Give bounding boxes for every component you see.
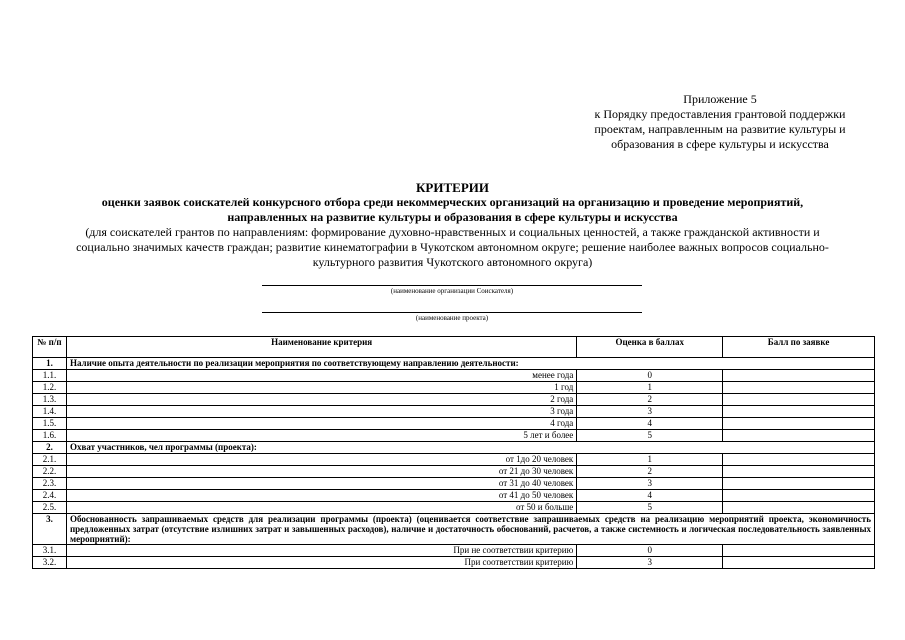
table-row xyxy=(33,382,875,394)
row-label: от 1до 20 человек xyxy=(66,454,576,466)
row-num: 1.1. xyxy=(33,370,67,382)
row-app-score[interactable] xyxy=(723,394,875,406)
row-app-score[interactable] xyxy=(723,406,875,418)
row-app-score[interactable] xyxy=(723,557,875,569)
row-num: 1.5. xyxy=(33,418,67,430)
row-score: 5 xyxy=(577,502,723,514)
row-app-score[interactable] xyxy=(723,430,875,442)
row-score: 3 xyxy=(577,478,723,490)
row-label: менее года xyxy=(66,370,576,382)
row-num: 1.6. xyxy=(33,430,67,442)
row-label: 5 лет и более xyxy=(66,430,576,442)
section-row xyxy=(33,358,875,370)
table-header-row xyxy=(33,337,875,358)
table-row xyxy=(33,466,875,478)
project-name-field xyxy=(262,312,642,323)
table-row xyxy=(33,478,875,490)
row-num: 1.4. xyxy=(33,406,67,418)
section-title: Обоснованность запрашиваемых средств для реализации программы (проекта) (оценивается соответствие запрашиваемых средств на реализацию мероприятий проекта, экономичность предложенных затрат (отсутствие излишних затрат и завышенных расходов), наличие и достаточность обоснований, расчетов, а также системность и логическая последовательность заявленных мероприятий): xyxy=(66,514,874,545)
row-app-score[interactable] xyxy=(723,418,875,430)
appendix-line-4: образования в сфере культуры и искусства xyxy=(611,137,829,151)
organization-name-field xyxy=(262,285,642,296)
row-label: При не соответствии критерию xyxy=(66,545,576,557)
document-title: КРИТЕРИИ xyxy=(416,180,489,195)
row-score: 5 xyxy=(577,430,723,442)
row-score: 4 xyxy=(577,490,723,502)
row-score: 1 xyxy=(577,382,723,394)
row-label: от 31 до 40 человек xyxy=(66,478,576,490)
row-label: от 41 до 50 человек xyxy=(66,490,576,502)
table-row xyxy=(33,502,875,514)
table-row xyxy=(33,394,875,406)
row-score: 1 xyxy=(577,454,723,466)
row-score: 0 xyxy=(577,370,723,382)
appendix-line-2: к Порядку предоставления грантовой поддержки xyxy=(594,107,846,121)
row-app-score[interactable] xyxy=(723,502,875,514)
appendix-line-3: проектам, направленным на развитие культуры и xyxy=(594,122,846,136)
row-app-score[interactable] xyxy=(723,478,875,490)
appendix-line-1: Приложение 5 xyxy=(683,92,757,106)
project-name-caption: (наименование проекта) xyxy=(415,314,489,322)
table-row xyxy=(33,430,875,442)
row-num: 2.1. xyxy=(33,454,67,466)
document-description-3: культурного развития Чукотского автономного округа) xyxy=(312,255,593,269)
row-score: 2 xyxy=(577,466,723,478)
row-num: 2.4. xyxy=(33,490,67,502)
row-label: При соответствии критерию xyxy=(66,557,576,569)
row-num: 2.5. xyxy=(33,502,67,514)
table-row xyxy=(33,454,875,466)
row-num: 2.3. xyxy=(33,478,67,490)
row-num: 3.2. xyxy=(33,557,67,569)
section-title: Наличие опыта деятельности по реализации мероприятия по соответствующему направлению деятельности: xyxy=(66,358,874,370)
row-app-score[interactable] xyxy=(723,466,875,478)
appendix-block xyxy=(560,92,880,152)
row-label: 4 года xyxy=(66,418,576,430)
row-score: 2 xyxy=(577,394,723,406)
section-num: 3. xyxy=(33,514,67,545)
table-row xyxy=(33,418,875,430)
row-num: 1.2. xyxy=(33,382,67,394)
row-score: 3 xyxy=(577,557,723,569)
header-app-score: Балл по заявке xyxy=(723,337,875,358)
row-label: 2 года xyxy=(66,394,576,406)
row-app-score[interactable] xyxy=(723,545,875,557)
row-num: 1.3. xyxy=(33,394,67,406)
section-title: Охват участников, чел программы (проекта): xyxy=(66,442,874,454)
document-subtitle-2: направленных на развитие культуры и образования в сфере культуры и искусства xyxy=(227,210,678,224)
organization-name-caption: (наименование организации Соискателя) xyxy=(390,287,514,295)
table-row xyxy=(33,545,875,557)
row-label: от 50 и больше xyxy=(66,502,576,514)
criteria-table xyxy=(32,336,875,569)
section-row xyxy=(33,442,875,454)
document-subtitle-1: оценки заявок соискателей конкурсного отбора среди некоммерческих организаций на организацию и проведение мероприятий, xyxy=(101,195,804,209)
row-app-score[interactable] xyxy=(723,382,875,394)
row-num: 2.2. xyxy=(33,466,67,478)
section-num: 1. xyxy=(33,358,67,370)
row-app-score[interactable] xyxy=(723,454,875,466)
header-num: № п/п xyxy=(33,337,67,358)
row-score: 0 xyxy=(577,545,723,557)
row-score: 3 xyxy=(577,406,723,418)
table-row xyxy=(33,406,875,418)
row-app-score[interactable] xyxy=(723,490,875,502)
section-row xyxy=(33,514,875,545)
document-description-1: (для соискателей грантов по направлениям: формирование духовно-нравственных и социальных ценностей, а также гражданской активности и xyxy=(85,225,820,239)
row-label: от 21 до 30 человек xyxy=(66,466,576,478)
row-num: 3.1. xyxy=(33,545,67,557)
row-app-score[interactable] xyxy=(723,370,875,382)
table-row xyxy=(33,490,875,502)
document-description-2: социально значимых качеств граждан; развитие кинематографии в Чукотском автономном округе; решение наиболее важных вопросов социально- xyxy=(76,240,829,254)
section-num: 2. xyxy=(33,442,67,454)
table-row xyxy=(33,557,875,569)
title-block xyxy=(0,180,905,270)
row-score: 4 xyxy=(577,418,723,430)
table-row xyxy=(33,370,875,382)
header-score: Оценка в баллах xyxy=(577,337,723,358)
row-label: 3 года xyxy=(66,406,576,418)
header-name: Наименование критерия xyxy=(66,337,576,358)
row-label: 1 год xyxy=(66,382,576,394)
